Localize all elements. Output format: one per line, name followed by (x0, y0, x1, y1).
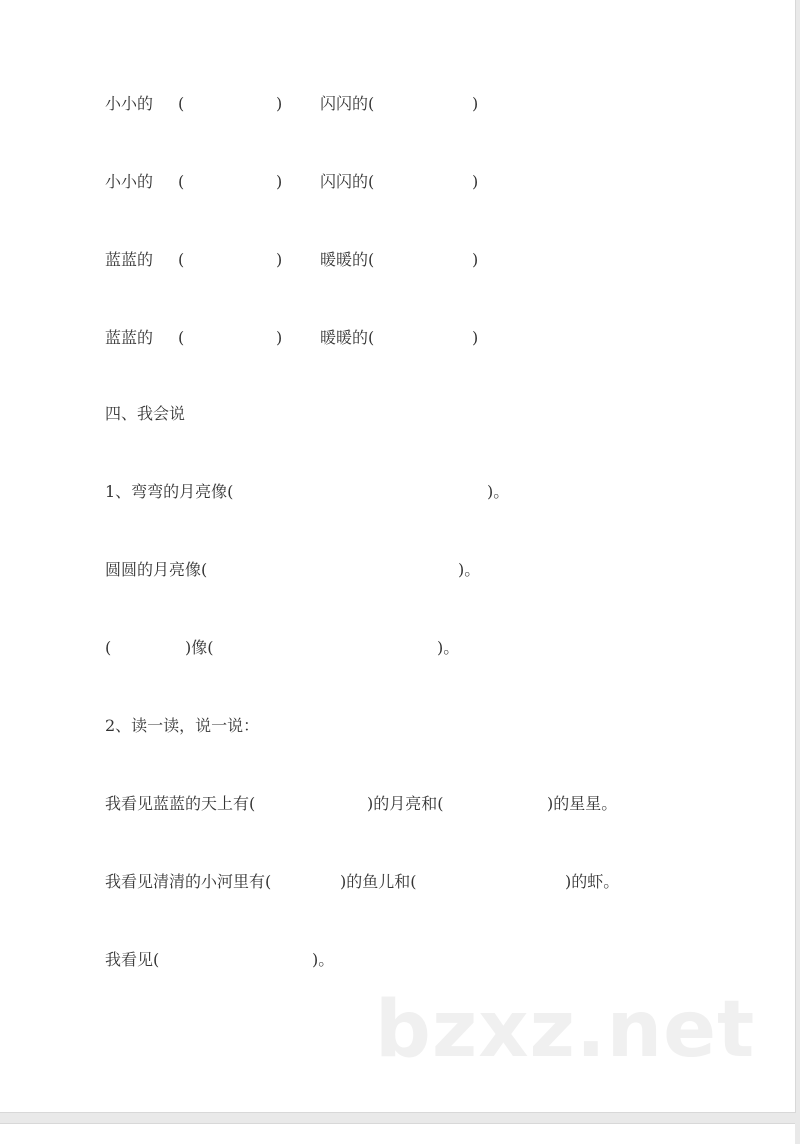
q2-s2-a: 我看见清清的小河里有( (105, 872, 272, 891)
q2-s1-b: )的月亮和( (367, 794, 444, 813)
row1-right: 闪闪的( (320, 94, 375, 113)
q1-line-b: 圆圆的月亮像( (105, 560, 208, 579)
row2-left: 小小的 (105, 172, 154, 191)
row3-left: 蓝蓝的 (105, 250, 154, 269)
q2-s1-c: )的星星。 (547, 794, 618, 813)
row3-right: 暖暖的( (320, 250, 375, 269)
q1-line-a: 1、弯弯的月亮像( (105, 482, 234, 501)
row1-left: 小小的 (105, 94, 154, 113)
q1-line-b-end: )。 (458, 560, 481, 579)
row1-right-close: ) (472, 94, 479, 113)
row3-right-close: ) (472, 250, 479, 269)
q2-title: 2、读一读，说一说： (105, 716, 260, 735)
row2-close: ) (276, 172, 283, 191)
row2-right: 闪闪的( (320, 172, 375, 191)
row2-open: ( (178, 172, 185, 191)
row3-close: ) (276, 250, 283, 269)
section4-heading: 四、我会说 (105, 404, 186, 423)
watermark: bzxz.net (375, 985, 756, 1075)
row4-left: 蓝蓝的 (105, 328, 154, 347)
row1-open: ( (178, 94, 185, 113)
row4-right: 暖暖的( (320, 328, 375, 347)
row4-open: ( (178, 328, 185, 347)
q1-line-a-end: )。 (487, 482, 510, 501)
q1-line-c-end: )。 (437, 638, 460, 657)
row2-right-close: ) (472, 172, 479, 191)
row4-right-close: ) (472, 328, 479, 347)
q1-line-c-open: ( (105, 638, 112, 657)
row3-open: ( (178, 250, 185, 269)
q2-s3-a: 我看见( (105, 950, 160, 969)
q1-line-c-mid: )像( (185, 638, 214, 657)
q2-s2-b: )的鱼儿和( (340, 872, 417, 891)
row1-close: ) (276, 94, 283, 113)
q2-s1-a: 我看见蓝蓝的天上有( (105, 794, 256, 813)
row4-close: ) (276, 328, 283, 347)
q2-s3-b: )。 (312, 950, 335, 969)
q2-s2-c: )的虾。 (565, 872, 620, 891)
